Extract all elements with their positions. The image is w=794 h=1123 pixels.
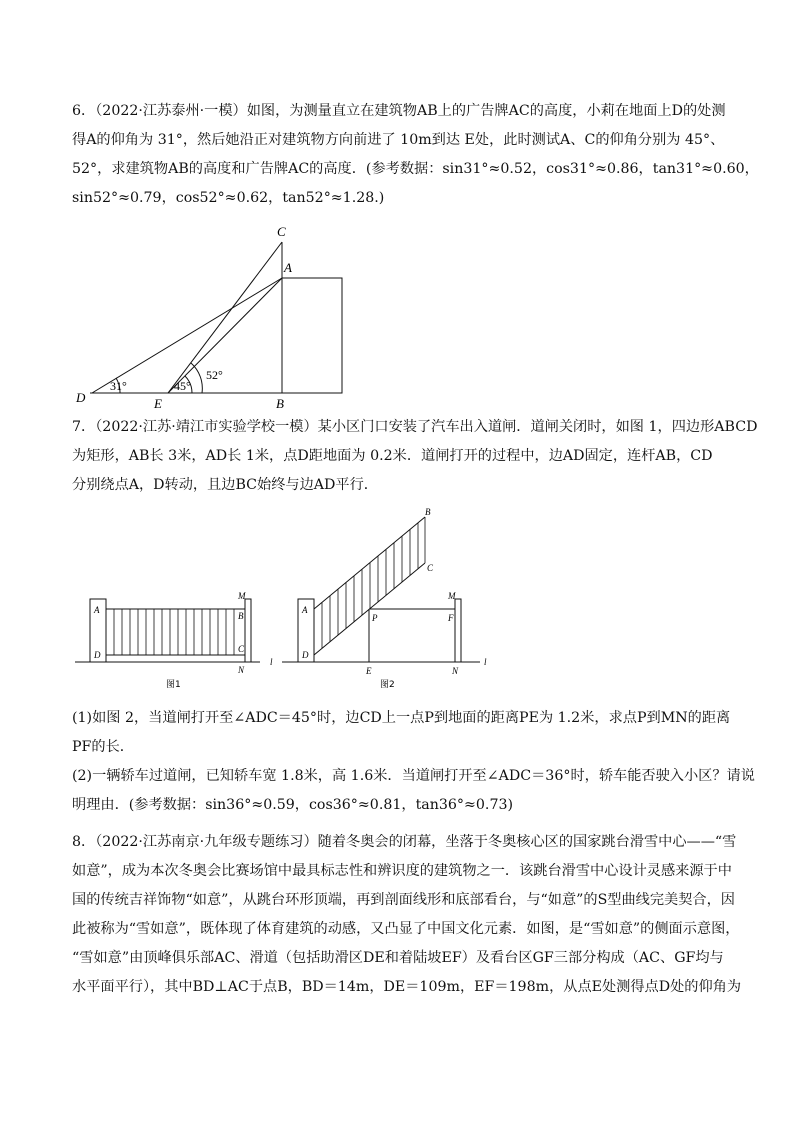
angle-label-45: 45° <box>174 379 191 393</box>
fig1-label-c: C <box>238 644 245 654</box>
line-ea <box>168 278 282 393</box>
angle-label-31: 31° <box>110 379 127 393</box>
text-line: 水平面平行），其中BD⊥AC于点B，BD＝14m，DE＝109m，EF＝198m，从点E处测得点D处的仰角为 <box>72 979 742 995</box>
text-line: 此被称为“雪如意”，既体现了体育建筑的动感，又凸显了中国文化元素．如图，是“雪如意”的侧面示意图， <box>72 921 740 937</box>
fig2-label-d: D <box>302 650 309 660</box>
text-line: 8．（2022·江苏南京·九年级专题练习）随着冬奥会的闭幕，坐落于冬奥核心区的国家跳台滑雪中心——“雪 <box>72 834 737 850</box>
line-ec <box>168 242 282 393</box>
fig2-label-f: F <box>448 613 454 623</box>
text-line: 国的传统吉祥饰物“如意”，从跳台环形顶端，再到剖面线形和底部看台，与“如意”的S型曲线完美契合，因 <box>72 892 735 908</box>
fig2-label-n: N <box>452 666 459 676</box>
fig2-label-c: C <box>427 563 434 573</box>
text-line: 6．（2022·江苏泰州·一模）如图，为测量直立在建筑物AB上的广告牌AC的高度，小莉在地面上D的处测 <box>72 103 726 119</box>
text-line: 7．（2022·江苏·靖江市实验学校一模）某小区门口安装了汽车出入道闸．道闸关闭时，如图 1，四边形ABCD <box>72 419 758 435</box>
text-line: PF的长． <box>72 739 134 755</box>
fig2-post-right <box>455 599 461 662</box>
problem-7-sub2 <box>72 762 755 820</box>
text-line: 为矩形，AB长 3米，AD长 1米，点D距地面为 0.2米．道闸打开的过程中，边AD固定，连杆AB，CD <box>72 448 713 464</box>
fig2-label-e: E <box>366 666 372 676</box>
fig1-label-n: N <box>238 665 245 675</box>
fig2-label-m: M <box>448 591 456 601</box>
fig2-gate-open <box>282 517 480 662</box>
fig1-slats <box>114 609 234 655</box>
fig1-gate-closed <box>75 599 260 662</box>
text-line: 明理由．(参考数据：sin36°≈0.59，cos36°≈0.81，tan36°≈0.73) <box>72 797 514 813</box>
text-line: 52°，求建筑物AB的高度和广告牌AC的高度．(参考数据：sin31°≈0.52，cos31°≈0.86，tan31°≈0.60， <box>72 161 759 177</box>
text-line: 分别绕点A，D转动，且边BC始终与边AD平行． <box>72 477 378 493</box>
fig1-label-d: D <box>94 650 101 660</box>
text-line: “雪如意”由顶峰俱乐部AC、滑道（包括助滑区DE和着陆坡EF）及看台区GF三部分构成（AC、GF均与 <box>72 950 724 966</box>
text-line: 如意”，成为本次冬奥会比赛场馆中最具标志性和辨识度的建筑物之一．该跳台滑雪中心设计灵感来源于中 <box>72 863 732 879</box>
problem-7-figures <box>70 505 500 700</box>
fig2-label-a: A <box>302 605 308 615</box>
problem-6-text <box>72 97 759 213</box>
point-label-a: A <box>284 260 292 275</box>
problem-6-figure <box>60 220 380 410</box>
point-label-e: E <box>154 396 162 410</box>
text-line: (1)如图 2，当道闸打开至∠ADC＝45°时，边CD上一点P到地面的距离PE为 1.2米，求点P到MN的距离 <box>72 710 731 726</box>
fig2-slats <box>322 517 425 648</box>
fig2-caption: 图2 <box>380 680 395 690</box>
text-line: sin52°≈0.79，cos52°≈0.62，tan52°≈1.28.) <box>72 190 385 206</box>
fig1-post-right <box>245 599 251 662</box>
point-label-c: C <box>277 224 286 239</box>
building-rect <box>282 278 342 393</box>
fig2-bar-top <box>314 517 425 609</box>
fig1-label-b: B <box>238 611 244 621</box>
fig2-label-l: l <box>484 657 487 667</box>
problem-7-text <box>72 413 758 500</box>
fig1-caption: 图1 <box>166 680 181 690</box>
fig2-label-b: B <box>425 507 431 517</box>
fig1-label-l: l <box>270 657 273 667</box>
text-line: (2)一辆轿车过道闸，已知轿车宽 1.8米，高 1.6米．当道闸打开至∠ADC＝36°时，轿车能否驶入小区？请说 <box>72 768 755 784</box>
problem-7-sub1 <box>72 704 731 762</box>
fig1-label-a: A <box>94 605 100 615</box>
point-label-b: B <box>276 396 284 410</box>
line-dc <box>92 278 282 393</box>
text-line: 得A的仰角为 31°，然后她沿正对建筑物方向前进了 10m到达 E处，此时测试A、C的仰角分别为 45°、 <box>72 132 725 148</box>
fig1-label-m: M <box>238 591 246 601</box>
angle-label-52: 52° <box>206 368 223 382</box>
point-label-d: D <box>76 390 86 405</box>
fig2-label-p: P <box>372 613 378 623</box>
problem-8-text <box>72 828 742 1002</box>
